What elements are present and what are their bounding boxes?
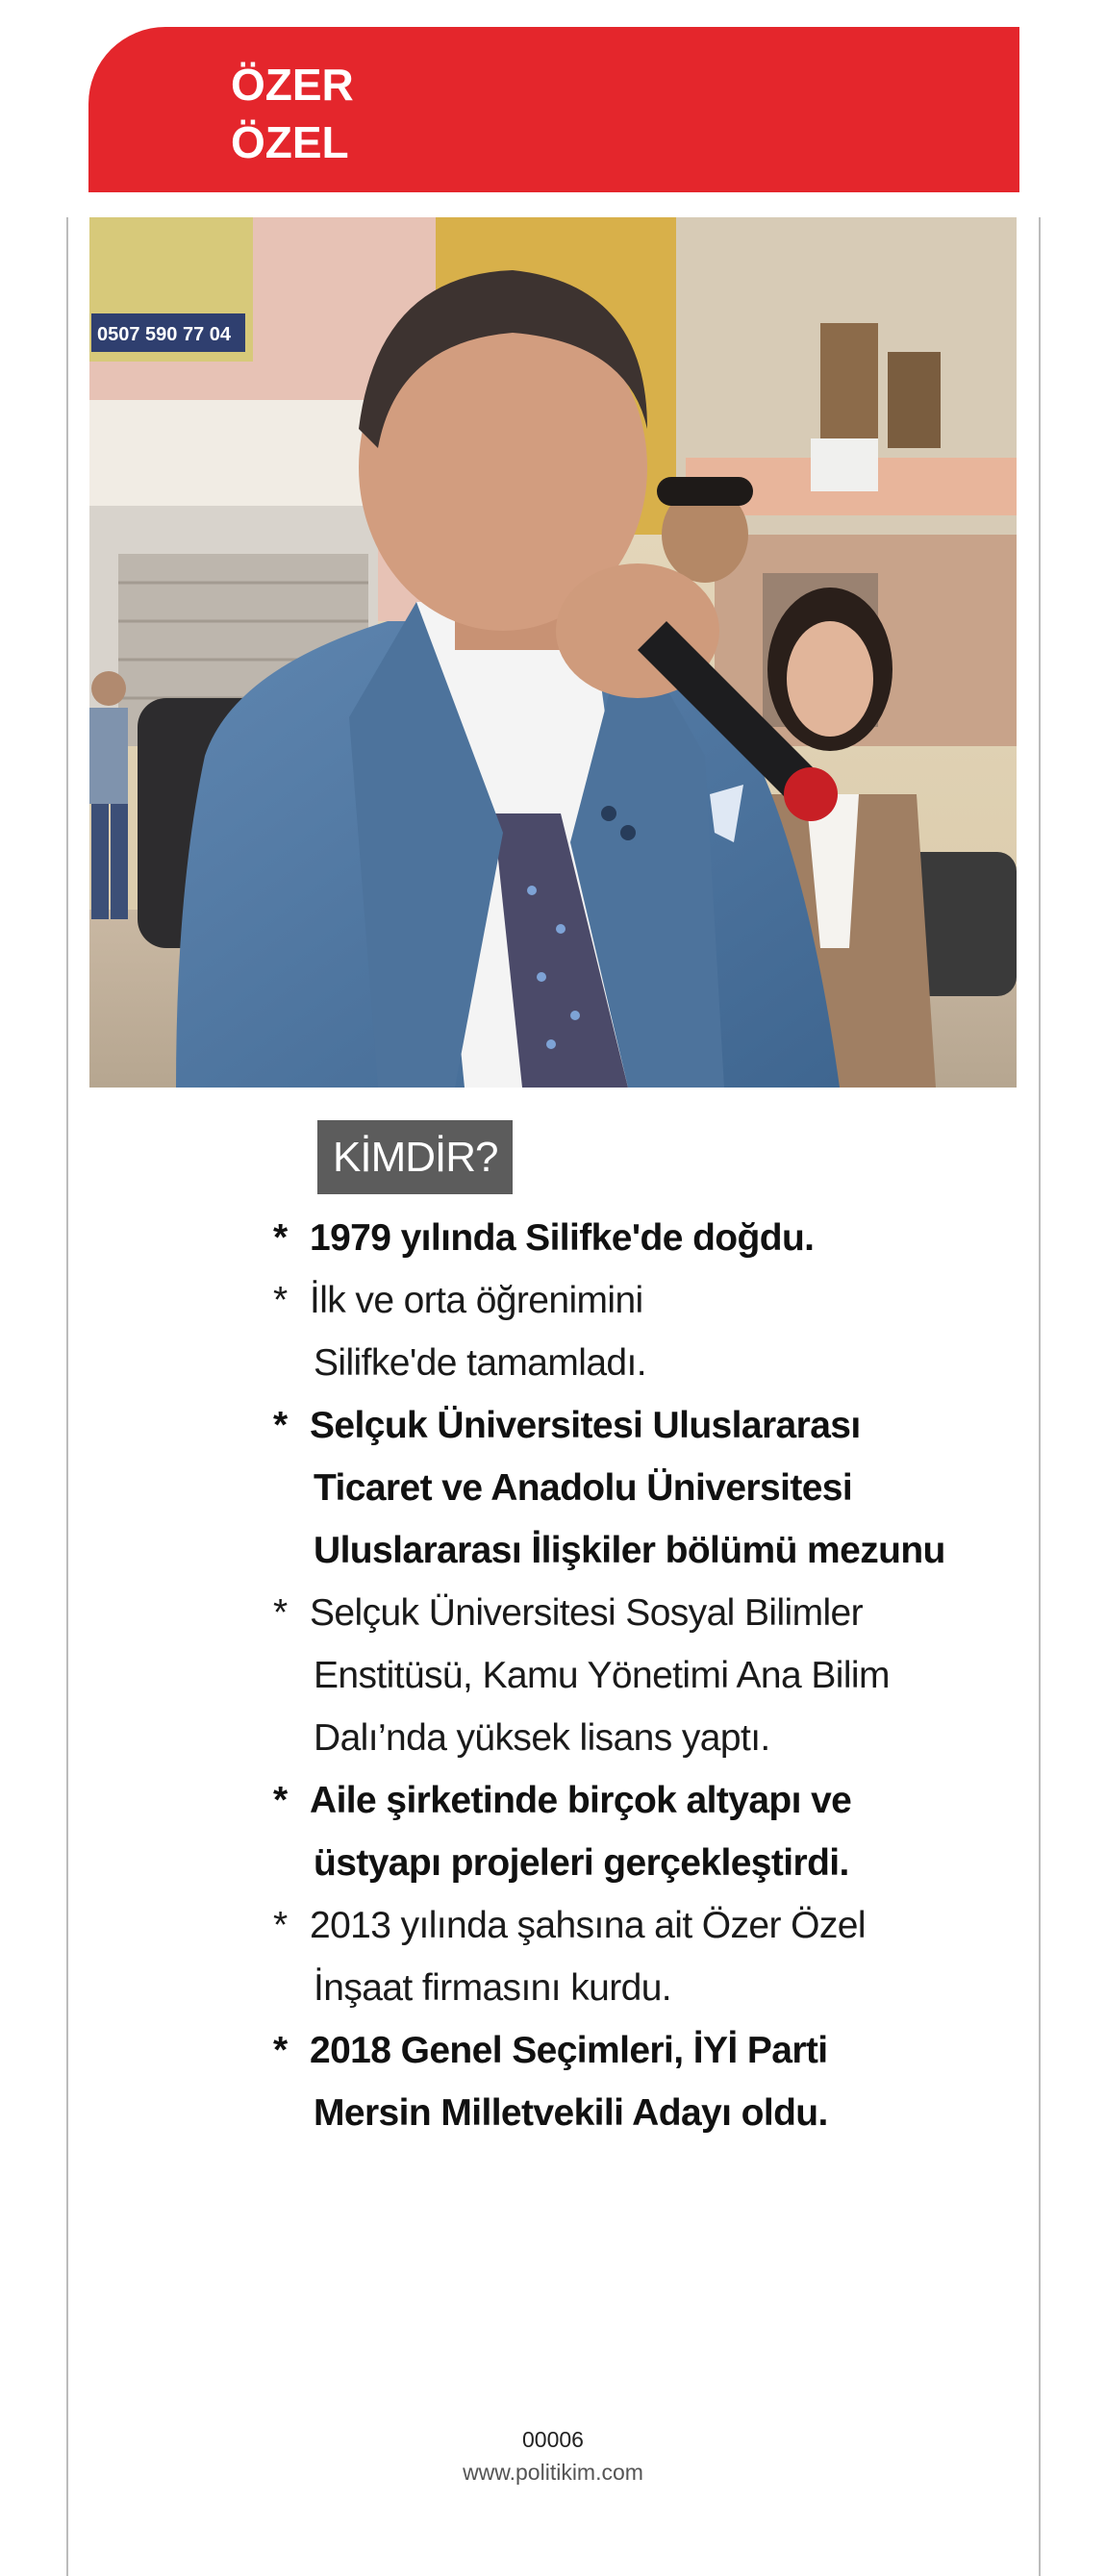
bio-item-line: Selçuk Üniversitesi Uluslararası [310, 1405, 861, 1446]
candidate-name [231, 56, 354, 171]
bio-item-line: Ticaret ve Anadolu Üniversitesi [314, 1467, 853, 1509]
bio-item [273, 1769, 985, 1894]
bio-item-line: Aile şirketinde birçok altyapı ve [310, 1780, 852, 1821]
bio-item-line: İnşaat firmasını kurdu. [314, 1967, 672, 2009]
bullet-marker: * [273, 2030, 288, 2071]
bio-item [273, 1394, 985, 1582]
candidate-photo [89, 217, 1017, 1088]
bio-item-line: 2013 yılında şahsına ait Özer Özel [310, 1905, 866, 1946]
bio-item-line: 1979 yılında Silifke'de doğdu. [310, 1217, 815, 1259]
page-code: 00006 [522, 2427, 584, 2452]
bullet-marker: * [273, 1592, 288, 1634]
bio-item [273, 1207, 985, 1269]
section-title-kimdir: KİMDİR? [317, 1120, 513, 1194]
bio-item [273, 1582, 985, 1769]
bullet-marker: * [273, 1405, 288, 1446]
bio-item-line: 2018 Genel Seçimleri, İYİ Parti [310, 2030, 828, 2071]
bio-item [273, 2019, 985, 2144]
bullet-marker: * [273, 1905, 288, 1946]
frame-right-border [1039, 217, 1041, 2576]
bullet-marker: * [273, 1280, 288, 1321]
bio-item-line: Enstitüsü, Kamu Yönetimi Ana Bilim [314, 1655, 890, 1696]
shop-sign-text: 0507 590 77 04 [97, 324, 232, 345]
bio-item-line: üstyapı projeleri gerçekleştirdi. [314, 1842, 849, 1884]
candidate-name-line-1: ÖZER [231, 60, 354, 110]
bio-item [273, 1269, 985, 1394]
footer-website: www.politikim.com [463, 2460, 643, 2485]
bio-item-line: Uluslararası İlişkiler bölümü mezunu [314, 1530, 945, 1571]
bio-list [273, 1207, 985, 2144]
frame-left-border [66, 217, 68, 2576]
bio-item-line: Mersin Milletvekili Adayı oldu. [314, 2092, 828, 2134]
bio-item-line: Silifke'de tamamladı. [314, 1342, 646, 1384]
header-banner [88, 27, 1019, 192]
bullet-marker: * [273, 1217, 288, 1259]
bio-item [273, 1894, 985, 2019]
bio-item-line: İlk ve orta öğrenimini [310, 1280, 643, 1321]
candidate-name-line-2: ÖZEL [231, 117, 349, 167]
bio-item-line: Dalı’nda yüksek lisans yaptı. [314, 1717, 770, 1759]
bullet-marker: * [273, 1780, 288, 1821]
bio-item-line: Selçuk Üniversitesi Sosyal Bilimler [310, 1592, 864, 1634]
